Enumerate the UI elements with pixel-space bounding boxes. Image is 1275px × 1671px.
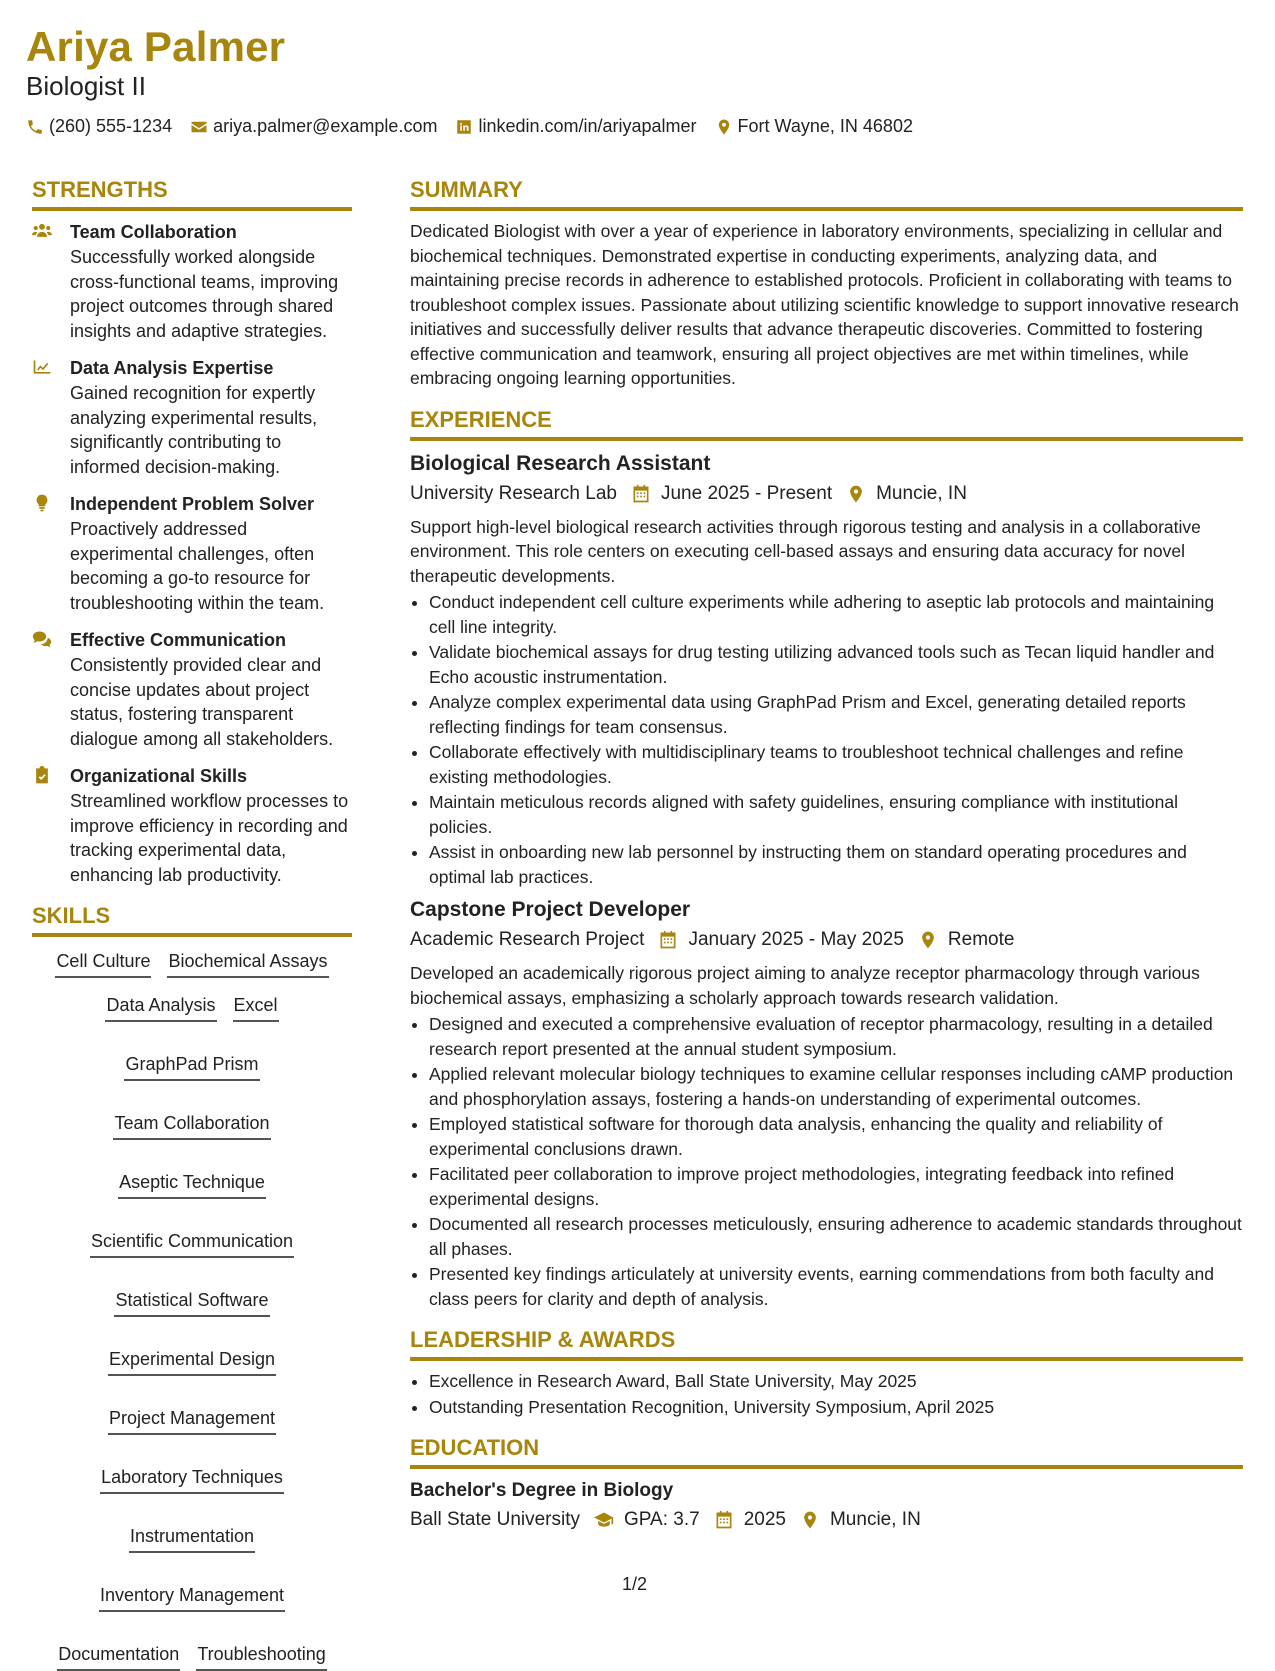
skills-heading: SKILLS <box>32 901 352 937</box>
awards-heading: LEADERSHIP & AWARDS <box>410 1325 1243 1361</box>
left-column <box>32 175 352 1671</box>
strength-title: Organizational Skills <box>70 766 248 786</box>
job-bullet: • Facilitated peer collaboration to improve project methodologies, integrating feedback into refined experimental designs. <box>429 1162 1243 1211</box>
map-pin-icon <box>846 484 866 504</box>
linkedin-icon <box>455 118 473 136</box>
strength-description: Proactively addressed experimental challenges, often becoming a go-to resource for troubleshooting within the team. <box>70 519 325 613</box>
strength-title: Independent Problem Solver <box>70 494 315 514</box>
job-bullet: • Documented all research processes meticulously, ensuring adherence to academic standards throughout all phases. <box>429 1212 1243 1261</box>
job-bullet: • Employed statistical software for thorough data analysis, enhancing the quality and reliability of experimental conclusions drawn. <box>429 1112 1243 1161</box>
map-pin-icon <box>918 930 938 950</box>
strength-description: Gained recognition for expertly analyzing experimental results, significantly contributing to informed decision-making. <box>70 383 318 477</box>
location-text: Fort Wayne, IN 46802 <box>737 116 913 136</box>
job-bullet: • Validate biochemical assays for drug testing utilizing advanced tools such as Tecan liquid handler and Echo acoustic instrumentation. <box>429 640 1243 689</box>
job-dates: January 2025 - May 2025 <box>688 929 904 950</box>
calendar-icon <box>658 930 678 950</box>
strength-title: Data Analysis Expertise <box>70 358 274 378</box>
contact-email[interactable] <box>190 116 437 137</box>
job-bullets <box>410 1012 1243 1311</box>
skills-list <box>32 945 352 1671</box>
job-meta <box>410 925 1243 955</box>
job-description: Developed an academically rigorous project aiming to analyze receptor pharmacology through various biochemical assays, emphasizing a scholarly approach towards research validation. <box>410 963 1200 1008</box>
contact-linkedin[interactable] <box>455 116 696 137</box>
summary-section <box>410 175 1243 391</box>
graduation-cap-icon <box>594 1510 614 1530</box>
phone-icon <box>26 118 44 136</box>
awards-list <box>410 1369 1243 1419</box>
job-description: Support high-level biological research activities through rigorous testing and analysis in a collaborative environment. This role centers on executing cell-based assays and ensuring data accuracy for novel therapeutic developments. <box>410 516 1201 586</box>
summary-text: Dedicated Biologist with over a year of experience in laboratory environments, specializing in cellular and biochemical techniques. Demonstrated expertise in conducting experiments, analyzing data, and maintaining precise records in adherence to established protocols. Proficient in collaborating with teams to troubleshoot complex issues. Passionate about utilizing scientific knowledge to support innovative research initiatives and successfully deliver results that advance therapeutic discoveries. Committed to fostering effective communication and teamwork, ensuring all project objectives are met within timelines, while embracing ongoing learning opportunities. <box>410 221 1239 388</box>
graduation-year: 2025 <box>743 1509 786 1530</box>
job-bullet: • Designed and executed a comprehensive evaluation of receptor pharmacology, resulting in a detailed research report presented at the annual student symposium. <box>429 1012 1243 1061</box>
skill-tag: Statistical Software <box>114 1288 269 1317</box>
job-bullet: • Conduct independent cell culture experiments while adhering to aseptic lab protocols and maintaining cell line integrity. <box>429 590 1243 639</box>
skill-tag: Laboratory Techniques <box>100 1465 284 1494</box>
job-dates: June 2025 - Present <box>660 482 833 504</box>
strength-item <box>32 491 352 615</box>
resume-header <box>26 22 1245 137</box>
education-meta <box>410 1505 1243 1535</box>
skill-tag: Experimental Design <box>108 1347 276 1376</box>
experience-section <box>410 405 1243 1312</box>
strengths-heading: STRENGTHS <box>32 175 352 211</box>
linkedin-text: linkedin.com/in/ariyapalmer <box>478 116 697 136</box>
skill-tag: Troubleshooting <box>196 1642 326 1671</box>
calendar-icon <box>714 1510 734 1530</box>
job-meta <box>410 479 1243 509</box>
skill-tag: Excel <box>233 993 279 1022</box>
clipboard-check-icon <box>32 766 52 784</box>
strength-title: Team Collaboration <box>70 222 237 242</box>
page-number: 1/2 <box>622 1574 648 1594</box>
education-heading: EDUCATION <box>410 1433 1243 1469</box>
skill-tag: Project Management <box>108 1406 276 1435</box>
job-entry-title: Capstone Project Developer <box>410 898 691 921</box>
job-org: University Research Lab <box>410 482 617 504</box>
summary-heading: SUMMARY <box>410 175 1243 211</box>
experience-heading: EXPERIENCE <box>410 405 1243 441</box>
job-bullet: • Presented key findings articulately at university events, earning commendations from both faculty and class peers for clarity and depth of analysis. <box>429 1262 1243 1311</box>
skill-tag: Documentation <box>57 1642 180 1671</box>
awards-section <box>410 1325 1243 1419</box>
strength-item <box>32 355 352 479</box>
map-pin-icon <box>715 118 733 136</box>
strength-description: Successfully worked alongside cross-functional teams, improving project outcomes through shared insights and adaptive strategies. <box>70 247 339 341</box>
degree-title: Bachelor's Degree in Biology <box>410 1480 674 1501</box>
award-item: • Excellence in Research Award, Ball State University, May 2025 <box>429 1369 1243 1394</box>
email-text: ariya.palmer@example.com <box>213 116 438 136</box>
contact-phone <box>26 116 172 137</box>
job-bullet: • Applied relevant molecular biology techniques to examine cellular responses including cAMP production and phosphorylation assays, fostering a hands-on understanding of experimental outcomes. <box>429 1062 1243 1111</box>
job-bullet: • Collaborate effectively with multidisciplinary teams to troubleshoot technical challenges and refine existing methodologies. <box>429 740 1243 789</box>
job-location: Muncie, IN <box>876 482 967 504</box>
skill-tag: Cell Culture <box>55 949 151 978</box>
job-bullet: • Maintain meticulous records aligned with safety guidelines, ensuring compliance with institutional policies. <box>429 790 1243 839</box>
job-bullet: • Assist in onboarding new lab personnel by instructing them on standard operating procedures and optimal lab practices. <box>429 840 1243 889</box>
skill-tag: Biochemical Assays <box>167 949 328 978</box>
map-pin-icon <box>800 1510 820 1530</box>
job-entry <box>410 895 1243 1311</box>
strength-title: Effective Communication <box>70 630 287 650</box>
contact-location <box>715 116 913 137</box>
job-bullets <box>410 590 1243 889</box>
candidate-name: Ariya Palmer <box>26 23 286 70</box>
school-location: Muncie, IN <box>829 1509 921 1530</box>
award-item: • Outstanding Presentation Recognition, University Symposium, April 2025 <box>429 1395 1243 1420</box>
job-entry-title: Biological Research Assistant <box>410 451 711 475</box>
job-org: Academic Research Project <box>410 929 645 950</box>
strength-description: Consistently provided clear and concise updates about project status, fostering transparent dialogue among all stakeholders. <box>70 655 334 749</box>
job-title: Biologist II <box>26 71 146 101</box>
job-bullet: • Analyze complex experimental data using GraphPad Prism and Excel, generating detailed reports reflecting findings for team consensus. <box>429 690 1243 739</box>
comments-icon <box>32 630 52 648</box>
skill-tag: Scientific Communication <box>90 1229 294 1258</box>
education-section <box>410 1433 1243 1535</box>
skill-tag: GraphPad Prism <box>124 1052 259 1081</box>
strength-description: Streamlined workflow processes to improve efficiency in recording and tracking experimental data, enhancing lab productivity. <box>70 791 349 885</box>
strength-item <box>32 627 352 751</box>
calendar-icon <box>631 484 651 504</box>
contact-bar <box>26 116 1245 137</box>
lightbulb-icon <box>32 494 52 512</box>
chart-line-icon <box>32 358 52 376</box>
strength-item <box>32 219 352 343</box>
skill-tag: Instrumentation <box>129 1524 255 1553</box>
school-name: Ball State University <box>410 1509 581 1530</box>
users-icon <box>32 222 52 240</box>
skill-tag: Team Collaboration <box>113 1111 270 1140</box>
job-entry <box>410 449 1243 890</box>
job-location: Remote <box>947 929 1015 950</box>
skill-tag: Data Analysis <box>105 993 216 1022</box>
phone-text: (260) 555-1234 <box>49 116 173 136</box>
skill-tag: Inventory Management <box>99 1583 285 1612</box>
strength-item <box>32 763 352 887</box>
gpa-text: GPA: 3.7 <box>624 1509 700 1530</box>
right-column <box>410 175 1243 1549</box>
envelope-icon <box>190 118 208 136</box>
skill-tag: Aseptic Technique <box>118 1170 266 1199</box>
